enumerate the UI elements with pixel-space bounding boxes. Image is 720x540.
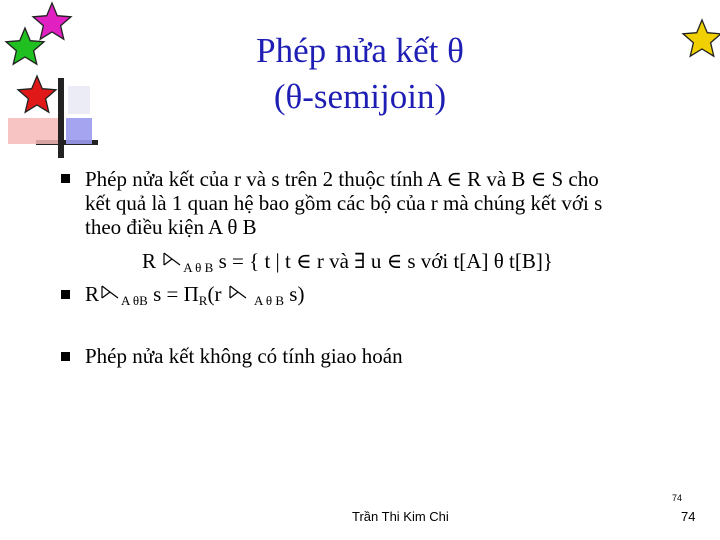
formula2-condition-inner: A θ B [253,293,285,308]
blue-block [66,118,92,144]
semijoin-symbol-icon [162,252,182,266]
bullet-1-line2: kết quả là 1 quan hệ bao gồm các bộ của r mà chúng kết với s [85,191,603,215]
green-star-icon [6,28,44,64]
formula-relation: R [142,249,157,273]
bullet-1-line3: theo điều kiện A θ B [85,215,257,239]
semijoin-definition-formula [142,248,553,281]
formula2-projection: s = Π [153,282,199,306]
slide-title-line2: (θ-semijoin) [273,77,447,116]
formula-condition: A θ B [183,260,214,275]
footer-page-number: 74 [681,509,696,524]
bullet-marker [61,290,70,299]
bullet-marker [61,352,70,361]
bullet-1-line1: Phép nửa kết của r và s trên 2 thuộc tính A ∈ R và B ∈ S cho [85,167,599,191]
semijoin-symbol-icon [100,285,120,299]
vertical-bar [58,78,64,158]
slide-title-line1: Phép nửa kết θ [256,31,464,70]
bullet-marker [61,174,70,183]
formula2-open: (r [207,282,222,306]
semijoin-symbol-icon [228,285,248,299]
red-star-icon [18,76,56,112]
formula2-condition: A θB [121,293,148,308]
magenta-star-icon [33,3,71,39]
formula-set-builder: s = { t | t ∈ r và ∃ u ∈ s với t[A] θ t[B]} [218,249,553,273]
footer-page-number-small: 74 [672,493,683,503]
pink-block [8,118,58,144]
formula2-projection-subscript: R [198,293,208,308]
semijoin-projection-formula [85,281,304,314]
formula2-close: s) [289,282,305,306]
light-block [68,86,90,114]
yellow-star-icon [683,20,720,56]
formula2-relation: R [85,282,100,306]
bullet-3-text: Phép nửa kết không có tính giao hoán [85,344,403,368]
footer-author: Trần Thi Kim Chi [352,509,449,524]
